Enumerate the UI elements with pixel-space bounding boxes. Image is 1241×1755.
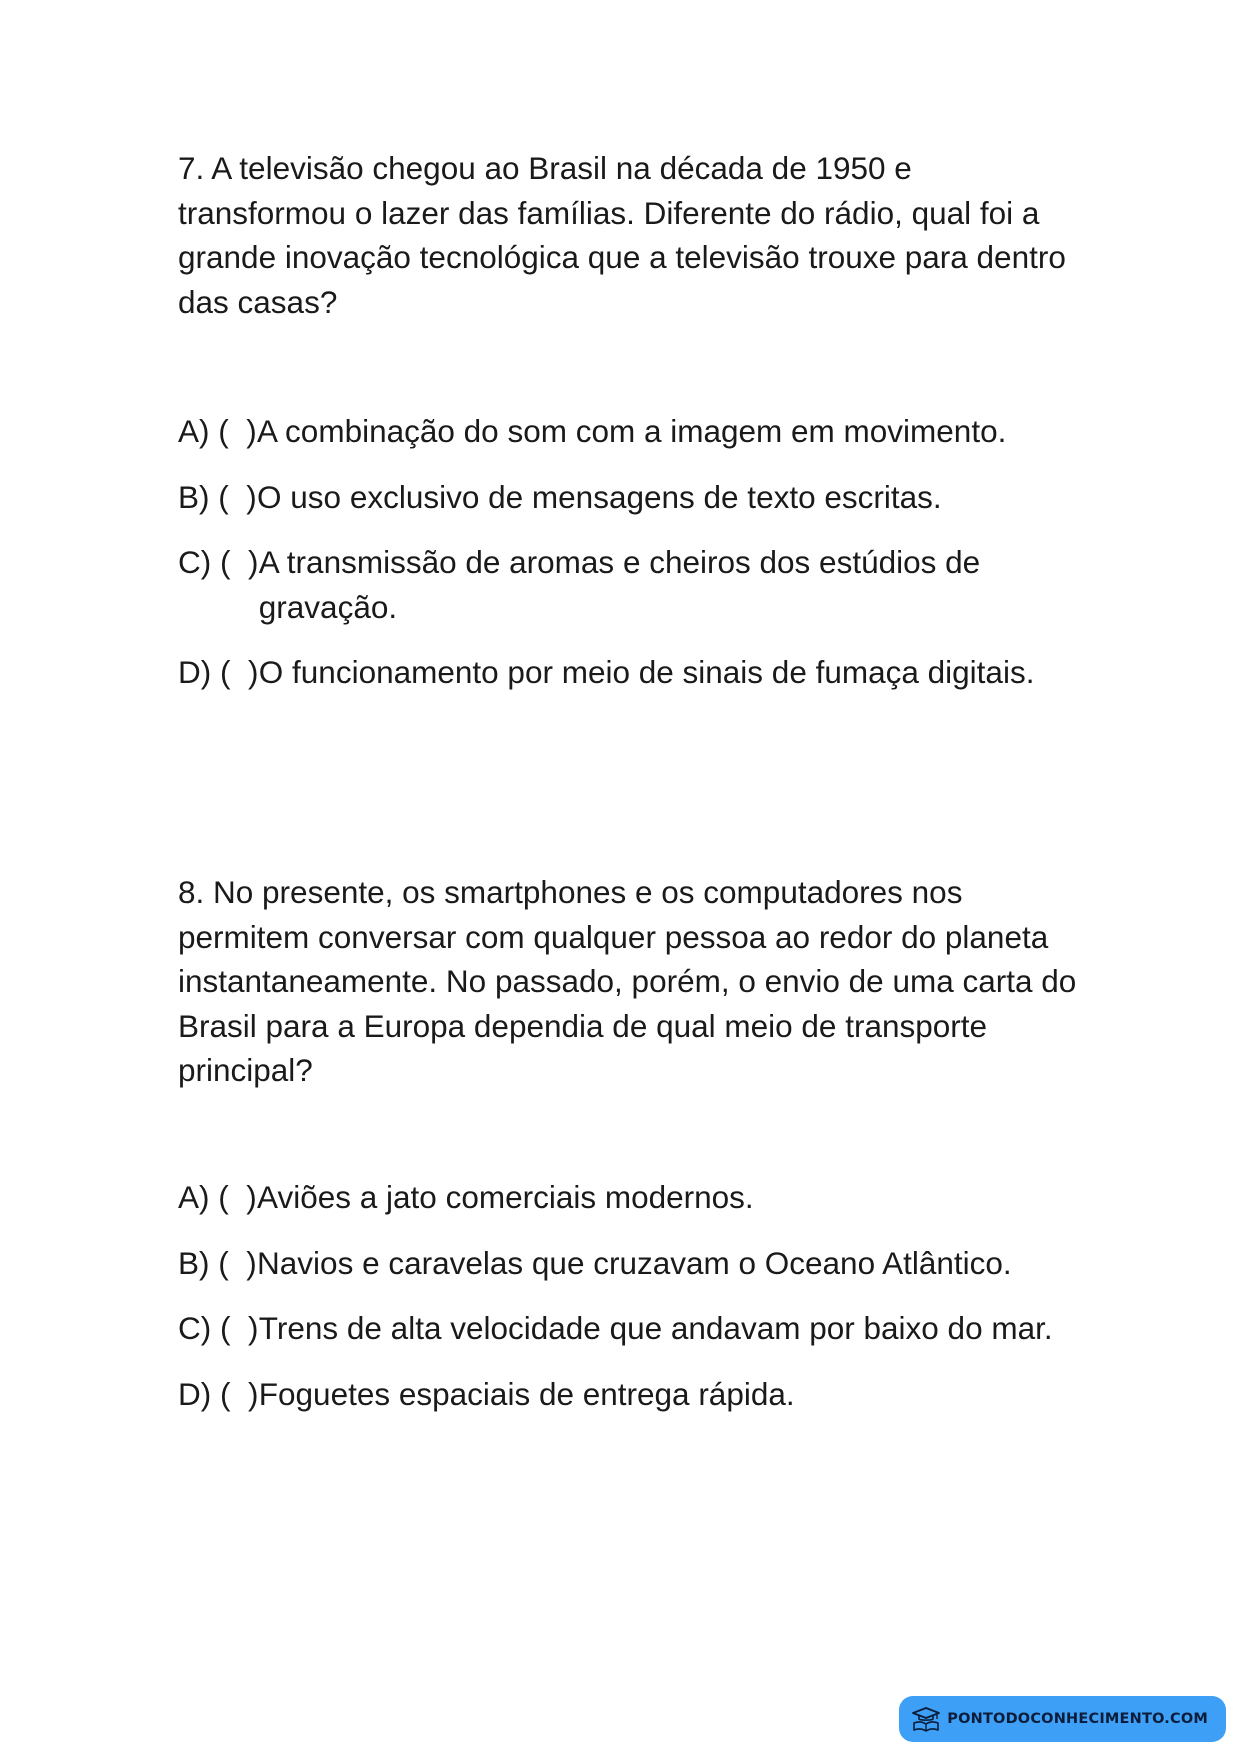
question-7-option-a[interactable]: [178, 409, 1078, 454]
option-letter: C): [178, 1310, 212, 1346]
option-letter: A): [178, 413, 210, 449]
question-7-options: [178, 409, 1078, 716]
option-text: O uso exclusivo de mensagens de texto escritas.: [257, 478, 942, 515]
answer-checkbox[interactable]: ( ): [220, 1375, 259, 1412]
question-7-option-b[interactable]: [178, 475, 1078, 520]
badge-label: PONTODOCONHECIMENTO.COM: [947, 1711, 1208, 1727]
question-8-option-d[interactable]: [178, 1372, 1078, 1417]
question-8-option-a[interactable]: [178, 1175, 1078, 1220]
option-letter: D): [178, 654, 212, 690]
question-7-option-c[interactable]: [178, 540, 1078, 629]
question-8-option-c[interactable]: [178, 1306, 1078, 1351]
option-letter: A): [178, 1179, 210, 1215]
option-letter: D): [178, 1375, 212, 1412]
option-text: Navios e caravelas que cruzavam o Oceano Atlântico.: [257, 1244, 1012, 1281]
answer-checkbox[interactable]: ( ): [220, 544, 259, 580]
question-8-options: [178, 1175, 1078, 1437]
answer-checkbox[interactable]: ( ): [218, 478, 257, 515]
question-8-option-b[interactable]: [178, 1241, 1078, 1286]
option-text: A combinação do som com a imagem em movimento.: [257, 413, 1007, 449]
option-text: Aviões a jato comerciais modernos.: [257, 1179, 754, 1215]
question-8-text: 8. No presente, os smartphones e os computadores nos permitem conversar com qualquer pessoa ao redor do planeta instantaneamente. No passado, porém, o envio de uma carta do Brasil para a Europa dependia de qual meio de transporte principal?: [178, 874, 1077, 1088]
option-text: O funcionamento por meio de sinais de fumaça digitais.: [258, 654, 1035, 690]
question-7-text: 7. A televisão chegou ao Brasil na década de 1950 e transformou o lazer das famílias. Diferente do rádio, qual foi a grande inovação tecnológica que a televisão trouxe para dentro das casas?: [178, 150, 1066, 320]
option-letter: C): [178, 544, 212, 580]
site-badge[interactable]: [899, 1696, 1226, 1742]
option-letter: B): [178, 1244, 210, 1281]
option-text: Trens de alta velocidade que andavam por baixo do mar.: [258, 1310, 1053, 1346]
answer-checkbox[interactable]: ( ): [220, 1310, 259, 1346]
answer-checkbox[interactable]: ( ): [218, 1179, 257, 1215]
answer-checkbox[interactable]: ( ): [218, 413, 257, 449]
option-text: A transmissão de aromas e cheiros dos estúdios de gravação.: [258, 544, 981, 625]
answer-checkbox[interactable]: ( ): [218, 1244, 257, 1281]
option-text: Foguetes espaciais de entrega rápida.: [258, 1375, 795, 1412]
question-7-option-d[interactable]: [178, 650, 1078, 695]
graduation-book-icon: [911, 1706, 941, 1732]
answer-checkbox[interactable]: ( ): [220, 654, 259, 690]
option-letter: B): [178, 478, 210, 515]
